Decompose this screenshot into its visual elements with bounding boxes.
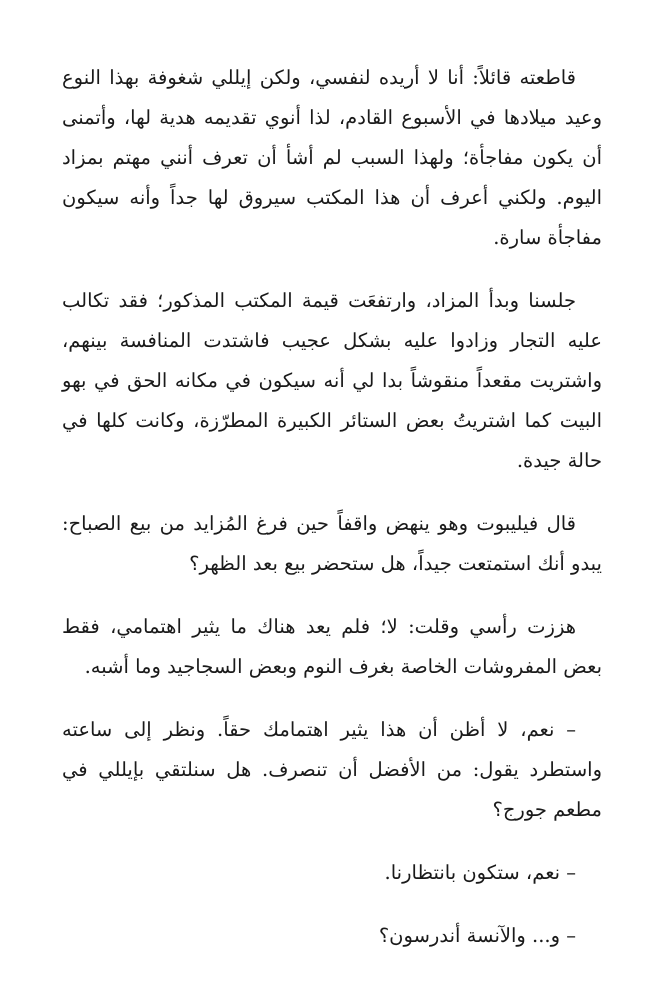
paragraph-6: – نعم، ستكون بانتظارنا.: [384, 861, 576, 884]
paragraph-7: – و... والآنسة أندرسون؟: [378, 924, 576, 947]
paragraph-4: هززت رأسي وقلت: لا؛ فلم يعد هناك ما يثير اهتمامي، فقط بعض المفروشات الخاصة بغرف النوم وبعض السجاجيد وما أشبه.: [62, 615, 602, 678]
paragraph-2: جلسنا وبدأ المزاد، وارتفعَت قيمة المكتب المذكور؛ فقد تكالب عليه التجار وزادوا عليه بشكل عجيب فاشتدت المنافسة بينهم، واشتريت مقعداً منقوشاً بدا لي أنه سيكون في مكانه الحق في بهو البيت كما اشتريتُ بعض الستائر الكبيرة المطرّزة، وكانت كلها في حالة جيدة.: [62, 289, 602, 472]
paragraph-5: – نعم، لا أظن أن هذا يثير اهتمامك حقاً. ونظر إلى ساعته واستطرد يقول: من الأفضل أن تنصرف. هل سنلتقي بإيللي في مطعم جورج؟: [62, 718, 602, 821]
paragraph-3: قال فيليبوت وهو ينهض واقفاً حين فرغ المُزايد من بيع الصباح: يبدو أنك استمتعت جيداً، هل ستحضر بيع بعد الظهر؟: [62, 512, 602, 575]
book-page: [62, 58, 602, 956]
paragraph-1: قاطعته قائلاً: أنا لا أريده لنفسي، ولكن إيللي شغوفة بهذا النوع وعيد ميلادها في الأسبوع القادم، لذا أنوي تقديمه هدية لها، وأتمنى أن يكون مفاجأة؛ ولهذا السبب لم أشأ أن تعرف أنني مهتم بمزاد اليوم. ولكني أعرف أن هذا المكتب سيروق لها جداً وأنه سيكون مفاجأة سارة.: [62, 66, 602, 249]
